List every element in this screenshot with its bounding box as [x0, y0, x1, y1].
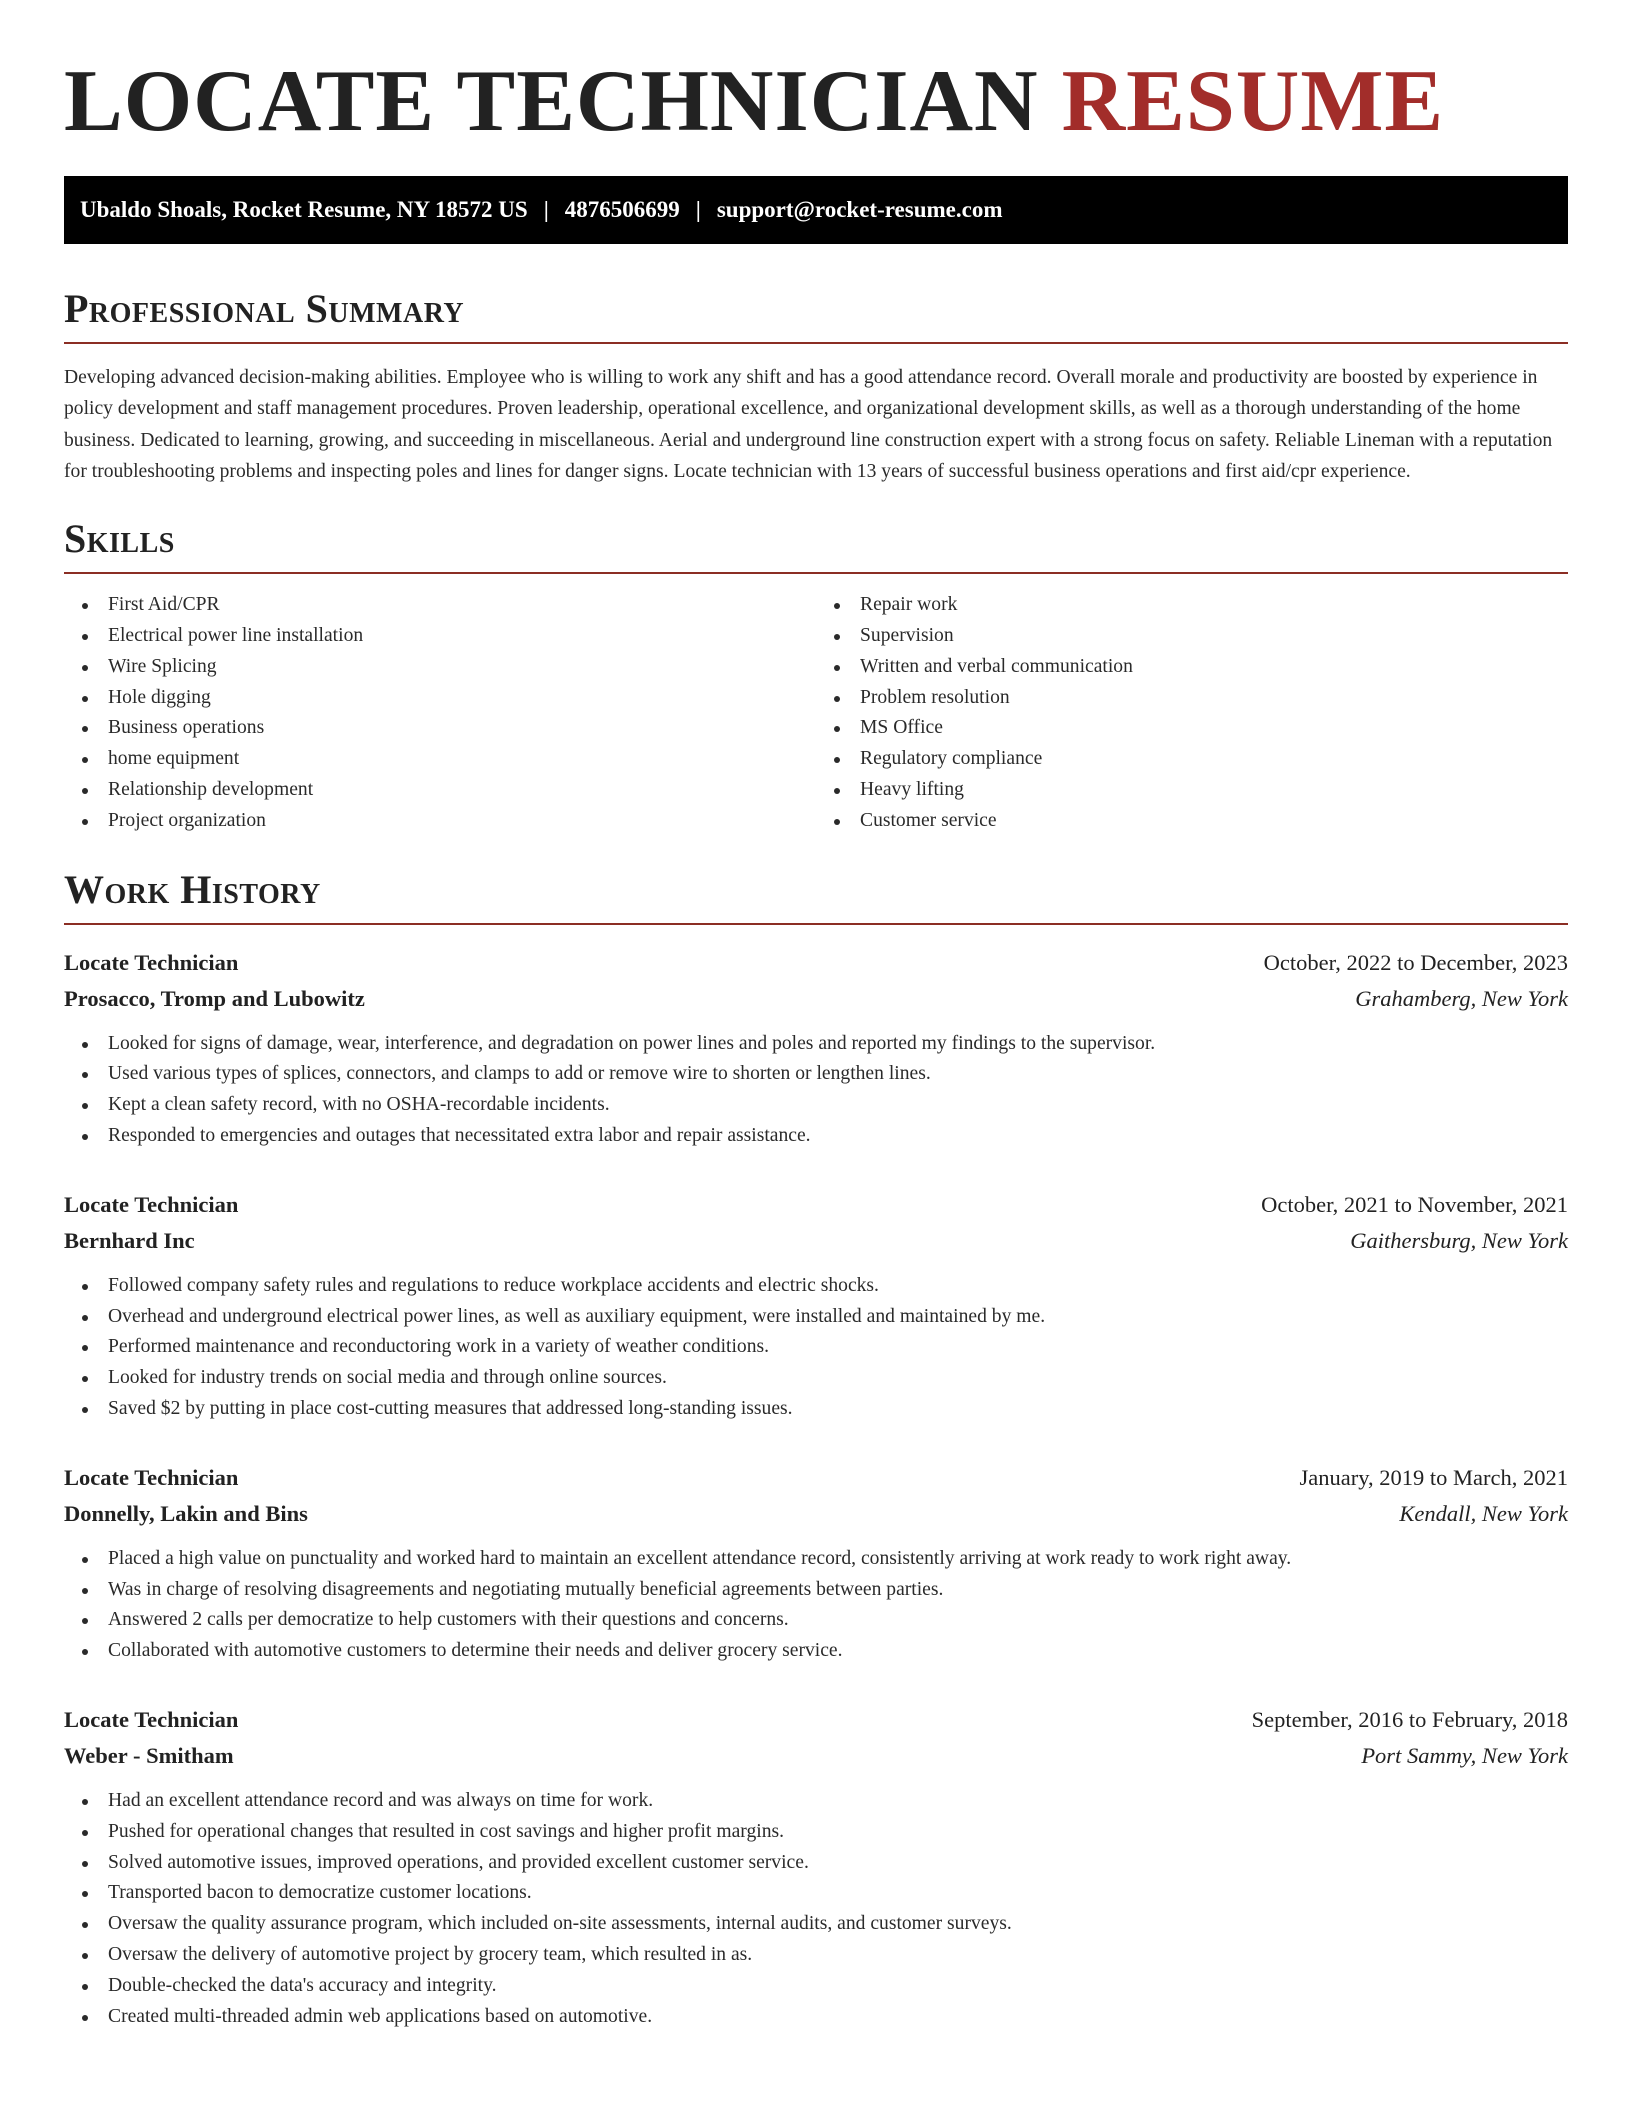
- skill-item: MS Office: [860, 713, 1568, 744]
- job-company-row: [64, 981, 1568, 1017]
- job-company: Bernhard Inc: [64, 1227, 195, 1253]
- job-bullet-list: [64, 1786, 1568, 2032]
- skill-item: Hole digging: [108, 683, 816, 714]
- job-bullet-list: [64, 1544, 1568, 1667]
- job-bullet: Saved $2 by putting in place cost-cutting measures that addressed long-standing issues.: [108, 1394, 1568, 1425]
- job-bullet: Looked for industry trends on social media and through online sources.: [108, 1363, 1568, 1394]
- skills-list-right: [816, 590, 1568, 836]
- skills-heading: Skills: [64, 516, 175, 562]
- skill-item: Project organization: [108, 806, 816, 837]
- job-bullet: Responded to emergencies and outages that necessitated extra labor and repair assistance.: [108, 1121, 1568, 1152]
- job-entry: [64, 1702, 1568, 2032]
- skill-item: Repair work: [860, 590, 1568, 621]
- job-bullet: Answered 2 calls per democratize to help customers with their questions and concerns.: [108, 1605, 1568, 1636]
- skill-item: First Aid/CPR: [108, 590, 816, 621]
- job-bullet: Collaborated with automotive customers to determine their needs and deliver grocery service.: [108, 1636, 1568, 1667]
- job-dates: October, 2021 to November, 2021: [1261, 1191, 1568, 1217]
- job-header-row: [64, 1702, 1568, 1738]
- skill-item: Electrical power line installation: [108, 621, 816, 652]
- skill-item: Problem resolution: [860, 683, 1568, 714]
- job-dates: October, 2022 to December, 2023: [1263, 949, 1568, 975]
- summary-heading: Professional Summary: [64, 286, 465, 331]
- work-history-heading: Work History: [64, 866, 321, 912]
- resume-title-accent: RESUME: [1061, 53, 1445, 150]
- contact-address: Ubaldo Shoals, Rocket Resume, NY 18572 US: [80, 197, 528, 222]
- job-location: Kendall, New York: [1399, 1500, 1568, 1526]
- job-company-row: [64, 1496, 1568, 1532]
- job-title: Locate Technician: [64, 1191, 239, 1217]
- job-bullet: Double-checked the data's accuracy and integrity.: [108, 1971, 1568, 2002]
- job-location: Port Sammy, New York: [1361, 1742, 1568, 1768]
- skill-item: Wire Splicing: [108, 652, 816, 683]
- job-bullet: Kept a clean safety record, with no OSHA-recordable incidents.: [108, 1090, 1568, 1121]
- job-bullet: Had an excellent attendance record and was always on time for work.: [108, 1786, 1568, 1817]
- job-bullet: Followed company safety rules and regulations to reduce workplace accidents and electric shocks.: [108, 1271, 1568, 1302]
- job-company: Donnelly, Lakin and Bins: [64, 1500, 308, 1526]
- job-company-row: [64, 1738, 1568, 1774]
- job-dates: September, 2016 to February, 2018: [1251, 1706, 1568, 1732]
- skill-item: Business operations: [108, 713, 816, 744]
- job-entry: [64, 1460, 1568, 1667]
- job-company: Weber - Smitham: [64, 1742, 234, 1768]
- skills-columns: [64, 590, 1568, 836]
- job-bullet-list: [64, 1029, 1568, 1152]
- skill-item: Heavy lifting: [860, 775, 1568, 806]
- job-title: Locate Technician: [64, 1464, 239, 1490]
- skill-item: Regulatory compliance: [860, 744, 1568, 775]
- job-location: Grahamberg, New York: [1355, 985, 1568, 1011]
- job-bullet: Solved automotive issues, improved operations, and provided excellent customer service.: [108, 1848, 1568, 1879]
- job-company: Prosacco, Tromp and Lubowitz: [64, 985, 365, 1011]
- skills-list-left: [64, 590, 816, 836]
- job-header-row: [64, 945, 1568, 981]
- job-bullet: Overhead and underground electrical power lines, as well as auxiliary equipment, were installed and maintained by me.: [108, 1302, 1568, 1333]
- resume-title-main: LOCATE TECHNICIAN: [64, 53, 1039, 150]
- section-divider: [64, 923, 1568, 925]
- contact-email: support@rocket-resume.com: [716, 197, 1003, 222]
- job-bullet: Looked for signs of damage, wear, interference, and degradation on power lines and poles and reported my findings to the supervisor.: [108, 1029, 1568, 1060]
- skill-item: Written and verbal communication: [860, 652, 1568, 683]
- job-title: Locate Technician: [64, 1706, 239, 1732]
- job-bullet: Oversaw the quality assurance program, which included on-site assessments, internal audits, and customer surveys.: [108, 1909, 1568, 1940]
- skill-item: Supervision: [860, 621, 1568, 652]
- skills-section: [64, 516, 1568, 836]
- section-divider: [64, 342, 1568, 344]
- summary-section: [64, 286, 1568, 487]
- job-bullet: Created multi-threaded admin web applications based on automotive.: [108, 2002, 1568, 2033]
- contact-phone: 4876506699: [564, 197, 680, 222]
- job-location: Gaithersburg, New York: [1350, 1227, 1568, 1253]
- section-divider: [64, 572, 1568, 574]
- contact-separator: |: [543, 197, 549, 222]
- work-history-section: [64, 867, 1568, 2033]
- skill-item: Customer service: [860, 806, 1568, 837]
- job-entry: [64, 945, 1568, 1152]
- job-bullet: Was in charge of resolving disagreements and negotiating mutually beneficial agreements between parties.: [108, 1575, 1568, 1606]
- resume-title: [64, 52, 1568, 152]
- job-title: Locate Technician: [64, 949, 239, 975]
- job-company-row: [64, 1223, 1568, 1259]
- contact-bar: [64, 176, 1568, 244]
- job-bullet: Pushed for operational changes that resulted in cost savings and higher profit margins.: [108, 1817, 1568, 1848]
- job-header-row: [64, 1187, 1568, 1223]
- job-bullet: Used various types of splices, connectors, and clamps to add or remove wire to shorten or lengthen lines.: [108, 1059, 1568, 1090]
- job-entry: [64, 1187, 1568, 1425]
- job-bullet: Transported bacon to democratize customer locations.: [108, 1878, 1568, 1909]
- job-header-row: [64, 1460, 1568, 1496]
- job-bullet-list: [64, 1271, 1568, 1425]
- job-bullet: Oversaw the delivery of automotive project by grocery team, which resulted in as.: [108, 1940, 1568, 1971]
- job-dates: January, 2019 to March, 2021: [1299, 1464, 1568, 1490]
- job-bullet: Performed maintenance and reconductoring work in a variety of weather conditions.: [108, 1332, 1568, 1363]
- skill-item: Relationship development: [108, 775, 816, 806]
- summary-text: Developing advanced decision-making abilities. Employee who is willing to work any shift and has a good attendance record. Overall morale and productivity are boosted by experience in policy development and staff management procedures. Proven leadership, operational excellence, and organizational development skills, as well as a thorough understanding of the home business. Dedicated to learning, growing, and succeeding in miscellaneous. Aerial and underground line construction expert with a strong focus on safety. Reliable Lineman with a reputation for troubleshooting problems and inspecting poles and lines for danger signs. Locate technician with 13 years of successful business operations and first aid/cpr experience.: [64, 367, 1553, 482]
- contact-separator: |: [695, 197, 701, 222]
- job-bullet: Placed a high value on punctuality and worked hard to maintain an excellent attendance record, consistently arriving at work ready to work right away.: [108, 1544, 1568, 1575]
- skill-item: home equipment: [108, 744, 816, 775]
